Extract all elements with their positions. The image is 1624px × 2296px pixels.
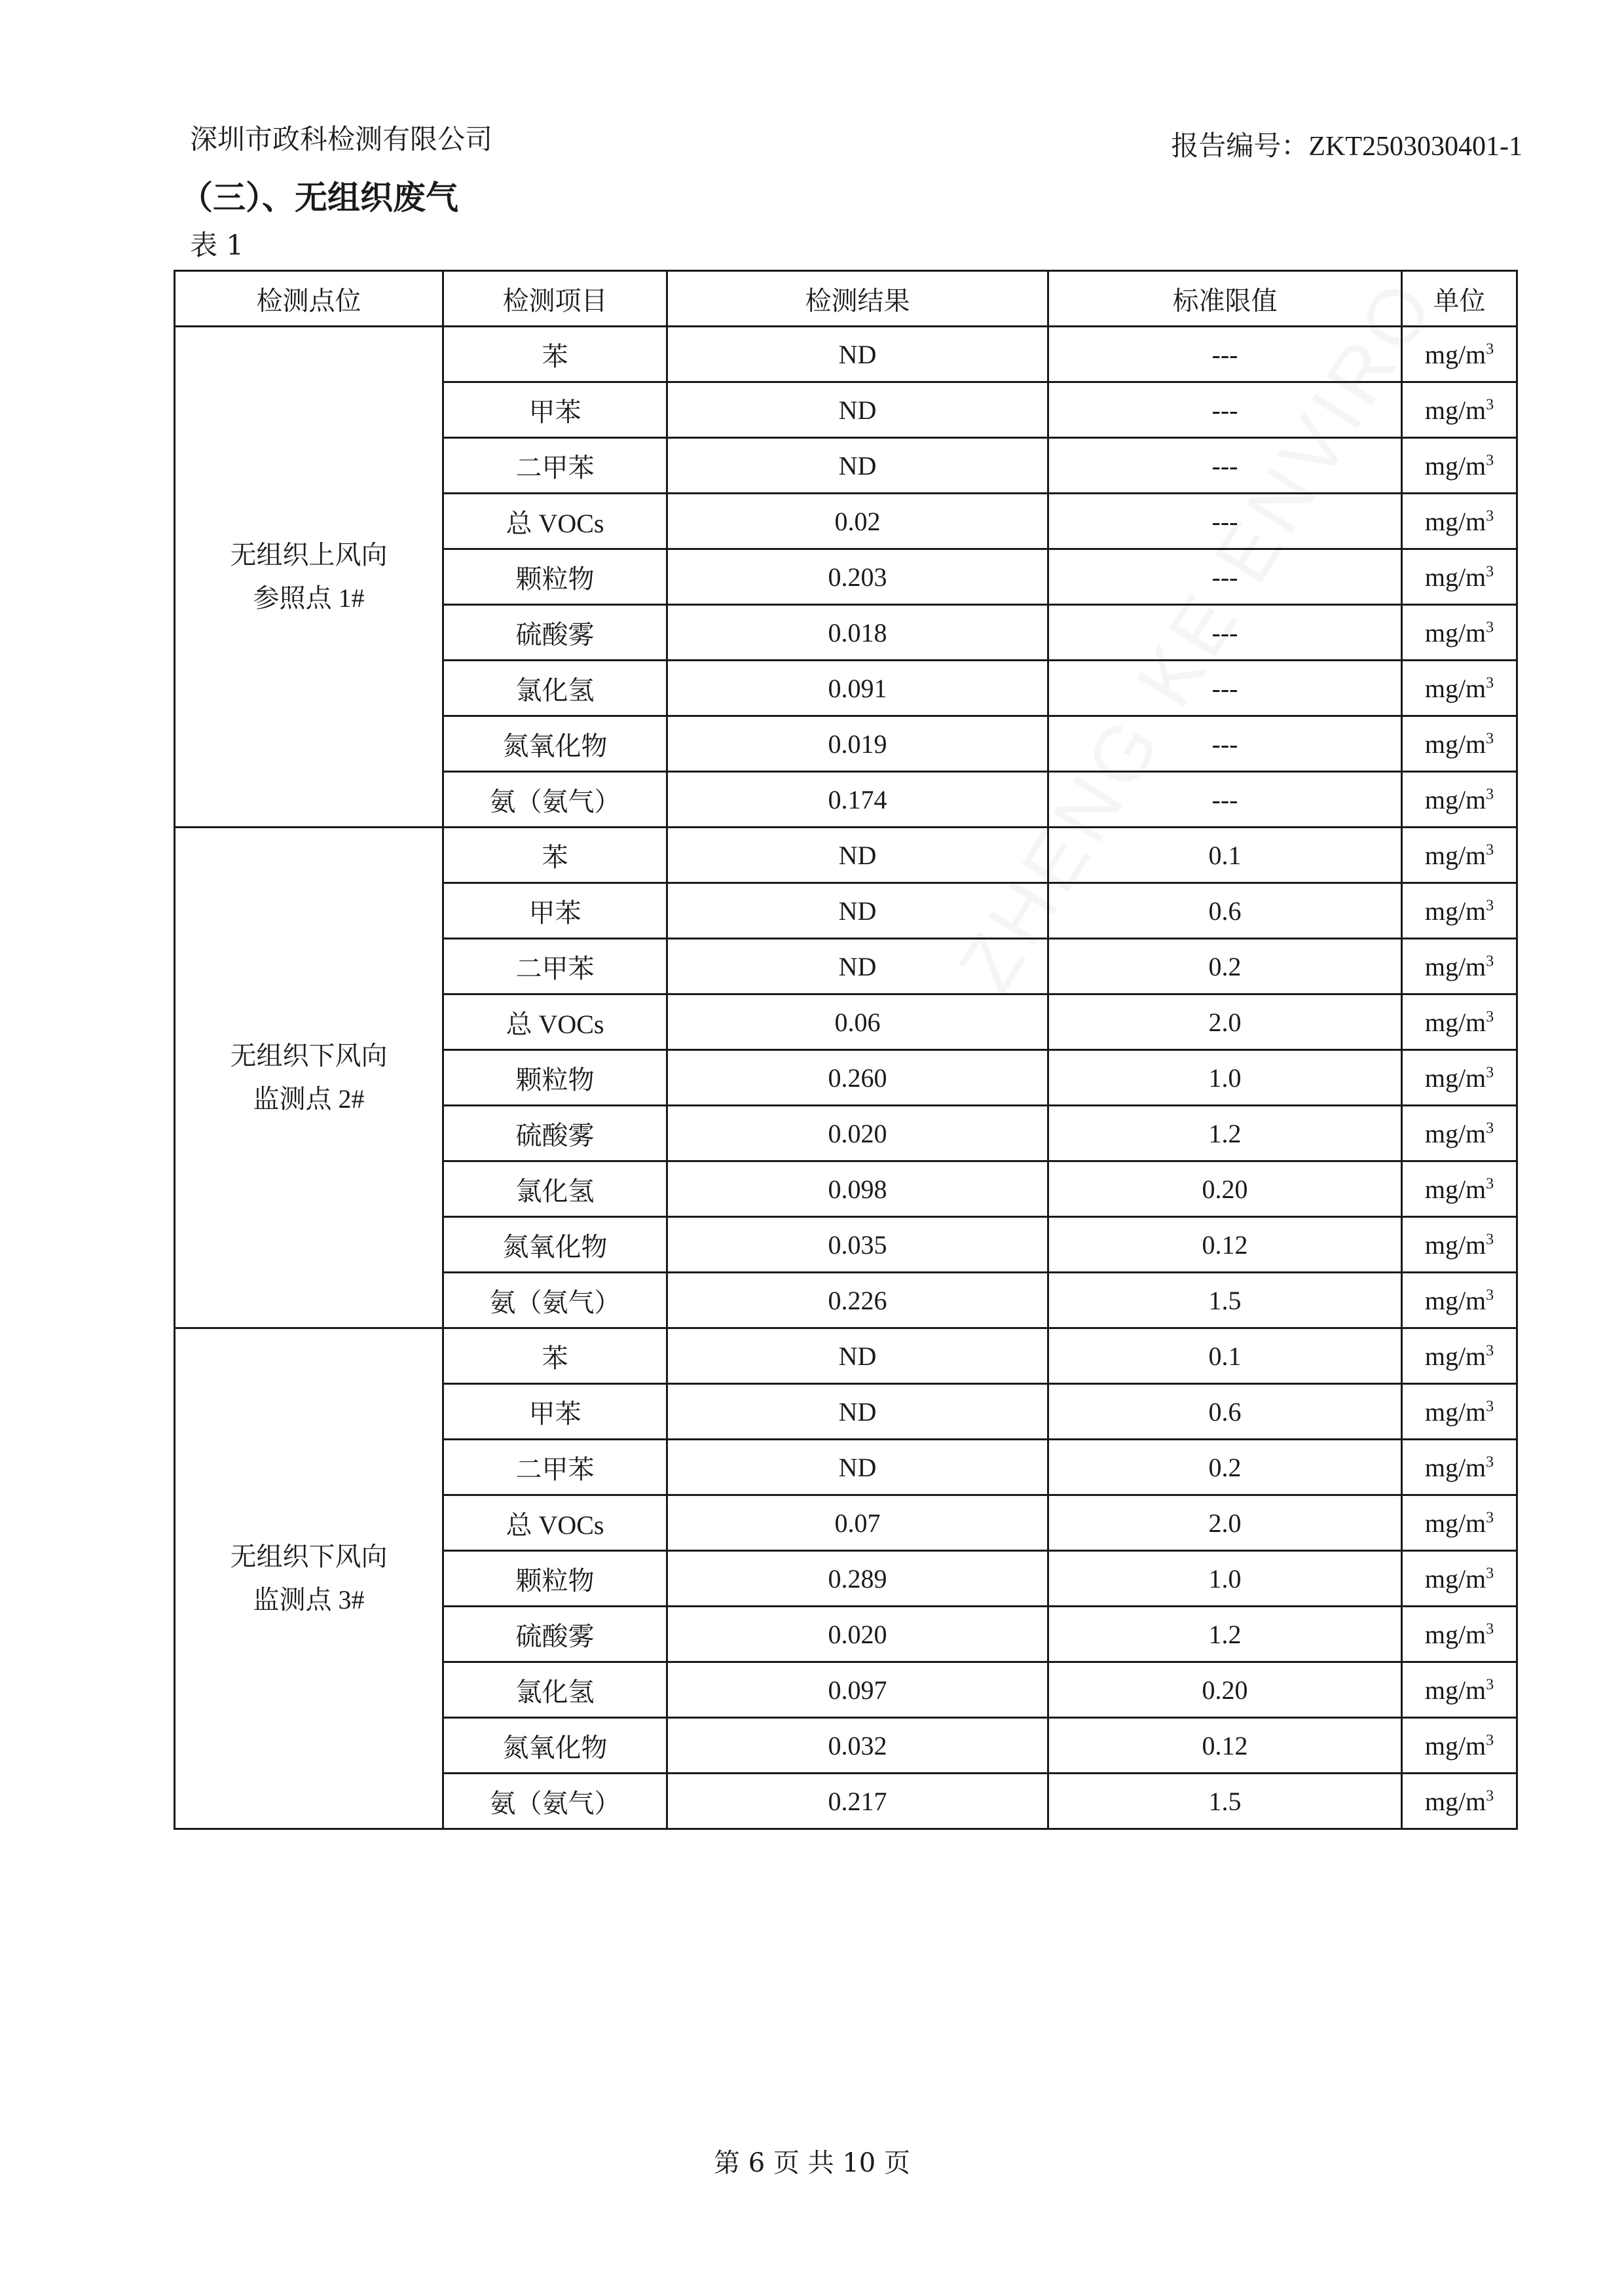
table-body: [175, 327, 1517, 1829]
item-cell: 氯化氢: [443, 1161, 667, 1217]
unit-cell: [1402, 1050, 1517, 1106]
unit-base: mg/m: [1424, 1786, 1486, 1816]
unit-exponent: 3: [1486, 340, 1494, 358]
unit-base: mg/m: [1424, 1563, 1486, 1594]
unit-exponent: 3: [1486, 1231, 1494, 1248]
header-location: 检测点位: [175, 271, 443, 327]
item-cell: 氨（氨气）: [443, 772, 667, 828]
limit-cell: ---: [1048, 716, 1402, 772]
header-limit: 标准限值: [1048, 271, 1402, 327]
result-cell: 0.174: [667, 772, 1048, 828]
result-cell: 0.091: [667, 661, 1048, 716]
limit-cell: 0.2: [1048, 939, 1402, 994]
limit-cell: 1.0: [1048, 1050, 1402, 1106]
limit-cell: 0.6: [1048, 1384, 1402, 1440]
unit-cell: [1402, 828, 1517, 883]
unit-exponent: 3: [1486, 1565, 1494, 1582]
unit-exponent: 3: [1486, 730, 1494, 748]
unit-cell: [1402, 661, 1517, 716]
unit-exponent: 3: [1486, 1453, 1494, 1471]
unit-cell: [1402, 605, 1517, 661]
unit-exponent: 3: [1486, 1732, 1494, 1749]
result-cell: 0.06: [667, 994, 1048, 1050]
limit-cell: 0.1: [1048, 1328, 1402, 1384]
page-footer: 第 6 页 共 10 页: [714, 2148, 910, 2178]
limit-cell: 0.12: [1048, 1718, 1402, 1774]
unit-base: mg/m: [1424, 562, 1486, 592]
unit-cell: [1402, 1273, 1517, 1328]
item-cell: 颗粒物: [443, 1551, 667, 1607]
result-cell: ND: [667, 438, 1048, 494]
results-table: [174, 270, 1518, 1830]
unit-base: mg/m: [1424, 1174, 1486, 1204]
unit-exponent: 3: [1486, 1398, 1494, 1415]
header-item: 检测项目: [443, 271, 667, 327]
unit-exponent: 3: [1486, 1509, 1494, 1527]
location-line2: 参照点 1#: [253, 583, 365, 613]
unit-base: mg/m: [1424, 729, 1486, 759]
unit-exponent: 3: [1486, 1120, 1494, 1137]
location-line1: 无组织下风向: [230, 1542, 388, 1571]
result-cell: ND: [667, 939, 1048, 994]
unit-exponent: 3: [1486, 1008, 1494, 1026]
unit-cell: [1402, 939, 1517, 994]
limit-cell: 2.0: [1048, 1495, 1402, 1551]
unit-base: mg/m: [1424, 1452, 1486, 1482]
unit-cell: [1402, 327, 1517, 382]
unit-base: mg/m: [1424, 1508, 1486, 1538]
unit-cell: [1402, 716, 1517, 772]
table-row: [175, 828, 1517, 883]
item-cell: 二甲苯: [443, 939, 667, 994]
unit-cell: [1402, 994, 1517, 1050]
unit-cell: [1402, 1718, 1517, 1774]
unit-exponent: 3: [1486, 1620, 1494, 1638]
result-cell: 0.035: [667, 1217, 1048, 1273]
limit-cell: ---: [1048, 772, 1402, 828]
item-cell: 苯: [443, 828, 667, 883]
result-cell: ND: [667, 327, 1048, 382]
unit-base: mg/m: [1424, 1675, 1486, 1705]
unit-exponent: 3: [1486, 1787, 1494, 1805]
result-cell: 0.019: [667, 716, 1048, 772]
unit-cell: [1402, 438, 1517, 494]
item-cell: 二甲苯: [443, 1440, 667, 1495]
item-cell: 氯化氢: [443, 1662, 667, 1718]
unit-exponent: 3: [1486, 396, 1494, 414]
unit-cell: [1402, 1495, 1517, 1551]
result-cell: 0.020: [667, 1607, 1048, 1662]
unit-exponent: 3: [1486, 1064, 1494, 1082]
item-cell: 硫酸雾: [443, 1106, 667, 1161]
result-cell: 0.203: [667, 549, 1048, 605]
result-cell: 0.217: [667, 1774, 1048, 1829]
unit-cell: [1402, 1106, 1517, 1161]
result-cell: ND: [667, 382, 1048, 438]
unit-base: mg/m: [1424, 450, 1486, 481]
limit-cell: ---: [1048, 549, 1402, 605]
unit-base: mg/m: [1424, 1063, 1486, 1093]
table-header-row: [175, 271, 1517, 327]
item-cell: 氯化氢: [443, 661, 667, 716]
unit-cell: [1402, 1161, 1517, 1217]
result-cell: ND: [667, 1440, 1048, 1495]
result-cell: ND: [667, 828, 1048, 883]
unit-base: mg/m: [1424, 395, 1486, 425]
unit-cell: [1402, 382, 1517, 438]
item-cell: 氮氧化物: [443, 1718, 667, 1774]
item-cell: 氨（氨气）: [443, 1273, 667, 1328]
unit-base: mg/m: [1424, 784, 1486, 814]
result-cell: 0.289: [667, 1551, 1048, 1607]
limit-cell: 1.2: [1048, 1607, 1402, 1662]
limit-cell: ---: [1048, 605, 1402, 661]
header-result: 检测结果: [667, 271, 1048, 327]
limit-cell: 0.20: [1048, 1161, 1402, 1217]
table-row: [175, 1328, 1517, 1384]
unit-base: mg/m: [1424, 1730, 1486, 1760]
unit-cell: [1402, 1384, 1517, 1440]
unit-cell: [1402, 494, 1517, 549]
unit-exponent: 3: [1486, 897, 1494, 915]
item-cell: 总 VOCs: [443, 1495, 667, 1551]
item-cell: 总 VOCs: [443, 994, 667, 1050]
limit-cell: 2.0: [1048, 994, 1402, 1050]
limit-cell: 1.0: [1048, 1551, 1402, 1607]
result-cell: 0.226: [667, 1273, 1048, 1328]
unit-base: mg/m: [1424, 1118, 1486, 1148]
unit-cell: [1402, 1440, 1517, 1495]
unit-exponent: 3: [1486, 674, 1494, 692]
result-cell: 0.260: [667, 1050, 1048, 1106]
unit-cell: [1402, 1551, 1517, 1607]
unit-base: mg/m: [1424, 506, 1486, 536]
report-number: 报告编号：ZKT2503030401-1: [1171, 132, 1522, 162]
result-cell: 0.07: [667, 1495, 1048, 1551]
unit-base: mg/m: [1424, 1341, 1486, 1371]
limit-cell: 0.1: [1048, 828, 1402, 883]
item-cell: 二甲苯: [443, 438, 667, 494]
limit-cell: 1.5: [1048, 1273, 1402, 1328]
unit-base: mg/m: [1424, 1007, 1486, 1037]
result-cell: ND: [667, 1328, 1048, 1384]
unit-base: mg/m: [1424, 617, 1486, 647]
unit-exponent: 3: [1486, 507, 1494, 525]
item-cell: 氮氧化物: [443, 716, 667, 772]
limit-cell: 0.12: [1048, 1217, 1402, 1273]
limit-cell: ---: [1048, 438, 1402, 494]
limit-cell: 0.20: [1048, 1662, 1402, 1718]
limit-cell: ---: [1048, 494, 1402, 549]
result-cell: 0.020: [667, 1106, 1048, 1161]
location-line1: 无组织下风向: [230, 1041, 388, 1070]
unit-exponent: 3: [1486, 786, 1494, 803]
unit-exponent: 3: [1486, 1286, 1494, 1304]
item-cell: 氮氧化物: [443, 1217, 667, 1273]
location-cell: [175, 327, 443, 828]
unit-base: mg/m: [1424, 673, 1486, 703]
unit-cell: [1402, 1328, 1517, 1384]
result-cell: 0.098: [667, 1161, 1048, 1217]
unit-cell: [1402, 1217, 1517, 1273]
unit-base: mg/m: [1424, 840, 1486, 870]
item-cell: 硫酸雾: [443, 605, 667, 661]
item-cell: 甲苯: [443, 382, 667, 438]
limit-cell: 1.2: [1048, 1106, 1402, 1161]
limit-cell: 0.2: [1048, 1440, 1402, 1495]
unit-exponent: 3: [1486, 452, 1494, 469]
result-cell: 0.02: [667, 494, 1048, 549]
item-cell: 颗粒物: [443, 1050, 667, 1106]
unit-cell: [1402, 772, 1517, 828]
item-cell: 甲苯: [443, 1384, 667, 1440]
company-name: 深圳市政科检测有限公司: [190, 123, 493, 155]
item-cell: 苯: [443, 1328, 667, 1384]
unit-exponent: 3: [1486, 563, 1494, 581]
unit-base: mg/m: [1424, 1230, 1486, 1260]
location-line2: 监测点 2#: [253, 1084, 365, 1114]
unit-base: mg/m: [1424, 1285, 1486, 1315]
unit-exponent: 3: [1486, 1676, 1494, 1694]
unit-base: mg/m: [1424, 951, 1486, 981]
limit-cell: 0.6: [1048, 883, 1402, 939]
item-cell: 苯: [443, 327, 667, 382]
unit-cell: [1402, 883, 1517, 939]
unit-base: mg/m: [1424, 339, 1486, 369]
unit-base: mg/m: [1424, 896, 1486, 926]
header-unit: 单位: [1402, 271, 1517, 327]
limit-cell: ---: [1048, 382, 1402, 438]
unit-exponent: 3: [1486, 1342, 1494, 1360]
unit-base: mg/m: [1424, 1396, 1486, 1427]
section-title: （三）、无组织废气: [180, 178, 458, 217]
limit-cell: 1.5: [1048, 1774, 1402, 1829]
location-line2: 监测点 3#: [253, 1585, 365, 1614]
location-cell: [175, 1328, 443, 1829]
location-line1: 无组织上风向: [230, 540, 388, 570]
item-cell: 甲苯: [443, 883, 667, 939]
table-label: 表 1: [190, 229, 244, 261]
result-cell: ND: [667, 883, 1048, 939]
unit-exponent: 3: [1486, 841, 1494, 859]
unit-base: mg/m: [1424, 1619, 1486, 1649]
item-cell: 颗粒物: [443, 549, 667, 605]
unit-cell: [1402, 1662, 1517, 1718]
item-cell: 硫酸雾: [443, 1607, 667, 1662]
unit-exponent: 3: [1486, 1175, 1494, 1193]
item-cell: 总 VOCs: [443, 494, 667, 549]
unit-cell: [1402, 1607, 1517, 1662]
unit-cell: [1402, 1774, 1517, 1829]
limit-cell: ---: [1048, 327, 1402, 382]
unit-exponent: 3: [1486, 953, 1494, 970]
location-cell: [175, 828, 443, 1328]
result-cell: 0.032: [667, 1718, 1048, 1774]
result-cell: 0.097: [667, 1662, 1048, 1718]
result-cell: ND: [667, 1384, 1048, 1440]
unit-cell: [1402, 549, 1517, 605]
unit-exponent: 3: [1486, 619, 1494, 636]
limit-cell: ---: [1048, 661, 1402, 716]
result-cell: 0.018: [667, 605, 1048, 661]
table-row: [175, 327, 1517, 382]
item-cell: 氨（氨气）: [443, 1774, 667, 1829]
